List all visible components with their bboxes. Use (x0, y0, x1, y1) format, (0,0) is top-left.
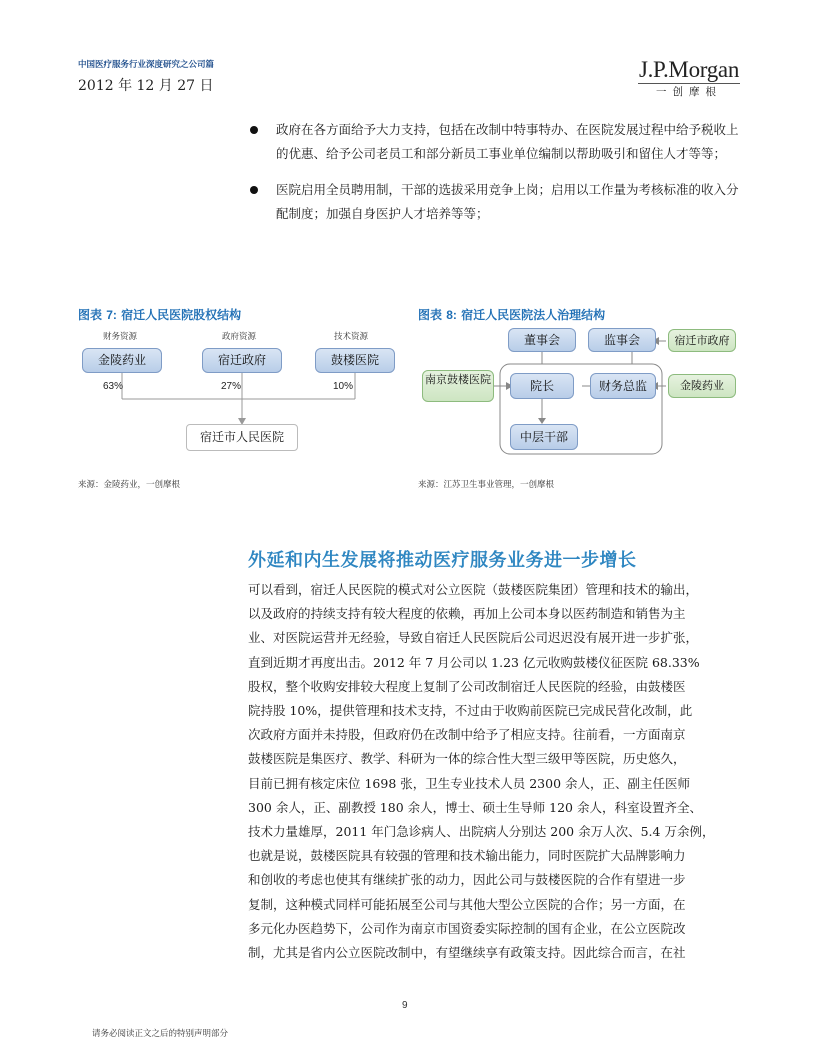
board-box: 董事会 (508, 328, 576, 352)
percent-jinling: 63% (103, 381, 124, 392)
target-box-suqian-hospital: 宿迁市人民医院 (186, 424, 298, 451)
jpmorgan-logo (638, 58, 740, 98)
figure7-title-text: 宿迁人民医院股权结构 (121, 308, 242, 322)
percent-gulou: 10% (333, 381, 354, 392)
body-line: 多元化办医趋势下，公司作为南京市国资委实际控制的国有企业，在公立医院改 (248, 920, 686, 936)
figure7-title-prefix: 图表 (78, 308, 103, 322)
owner-box-gulou: 鼓楼医院 (315, 348, 395, 373)
body-line: 和创收的考虑也使其有继续扩张的动力，因此公司与鼓楼医院的合作有望进一步 (248, 872, 686, 888)
body-line: 目前已拥有核定床位 1698 张，卫生专业技术人员 2300 余人，正、副主任医师 (248, 775, 691, 791)
jinling-box: 金陵药业 (668, 374, 736, 398)
logo-rule (638, 83, 740, 84)
body-line: 以及政府的持续支持有较大程度的依赖，再加上公司本身以医药制造和销售为主 (248, 606, 686, 622)
body-line: 股权，整个收购安排较大程度上复制了公司改制宿迁人民医院的经验，由鼓楼医 (248, 678, 686, 694)
owner-box-suqian-gov: 宿迁政府 (202, 348, 282, 373)
bullet-text: 医院启用全员聘用制，干部的选拔采用竞争上岗；启用以工作量为考核标准的收入分配制度；加强自身医护人才培养等等； (276, 182, 739, 221)
figure8-title (418, 306, 605, 323)
body-line: 制，尤其是省内公立医院改制中，有望继续享有政策支持。因此综合而言，在社 (248, 945, 686, 961)
body-line: 技术力量雄厚，2011 年门急诊病人、出院病人分别达 200 余万人次、5.4 万余例， (248, 824, 715, 840)
section-heading: 外延和内生发展将推动医疗服务业务进一步增长 (248, 550, 637, 571)
owner-box-jinling: 金陵药业 (82, 348, 162, 373)
bullet-item (248, 118, 748, 166)
figure7-diagram (78, 326, 408, 458)
disclaimer-note: 请务必阅读正文之后的特别声明部分 (92, 1029, 229, 1039)
bullet-item (248, 178, 748, 226)
figure8-title-prefix: 图表 (418, 308, 443, 322)
president-box: 院长 (510, 373, 574, 399)
body-line: 次政府方面并未持股，但政府仍在改制中给予了相应支持。往前看，一方面南京 (248, 727, 686, 743)
resource-label-technology: 技术资源 (334, 332, 369, 342)
logo-sub-text: 一创摩根 (656, 86, 722, 98)
body-line: 也就是说，鼓楼医院具有较强的管理和技术输出能力，同时医院扩大品牌影响力 (248, 848, 686, 864)
body-line: 复制，这种模式同样可能拓展至公司与其他大型公立医院的合作；另一方面，在 (248, 896, 686, 912)
figure8-title-num: 8: (446, 308, 457, 322)
bullet-dot-icon (250, 186, 258, 194)
report-series-title: 中国医疗服务行业深度研究之公司篇 (78, 60, 215, 70)
bullet-text: 政府在各方面给予大力支持，包括在改制中特事特办、在医院发展过程中给予税收上的优惠、给予公司老员工和部分新员工事业单位编制以帮助吸引和留住人才等等； (276, 122, 739, 161)
section-body (248, 578, 748, 965)
figure8-title-text: 宿迁人民医院法人治理结构 (461, 308, 606, 322)
logo-main-text: J.P.Morgan (638, 57, 740, 82)
page-number: 9 (402, 1000, 408, 1011)
bullet-list (248, 118, 748, 238)
resource-label-finance: 财务资源 (103, 332, 138, 342)
nanjing-gulou-box: 南京鼓楼医院 (422, 370, 494, 402)
supervisory-box: 监事会 (588, 328, 656, 352)
report-date: 2012 年 12 月 27 日 (78, 78, 214, 94)
figure7-source: 来源：金陵药业，一创摩根 (78, 480, 181, 490)
body-line: 业、对医院运营并无经验，导致自宿迁人民医院后公司迟迟没有展开进一步扩张， (248, 630, 699, 646)
bullet-dot-icon (250, 126, 258, 134)
figure8-source: 来源：江苏卫生事业管理，一创摩根 (418, 480, 555, 490)
finance-director-box: 财务总监 (590, 373, 656, 399)
body-line: 可以看到，宿迁人民医院的模式对公立医院（鼓楼医院集团）管理和技术的输出， (248, 582, 699, 597)
suqian-gov-box: 宿迁市政府 (668, 329, 736, 352)
body-line: 鼓楼医院是集医疗、教学、科研为一体的综合性大型三级甲等医院，历史悠久， (248, 751, 686, 767)
percent-suqian-gov: 27% (221, 381, 242, 392)
resource-label-government: 政府资源 (222, 332, 257, 342)
body-line: 院持股 10%，提供管理和技术支持，不过由于收购前医院已完成民营化改制，此 (248, 703, 693, 719)
figure7-title-num: 7: (106, 308, 117, 322)
figure8-diagram (418, 326, 748, 458)
body-line: 直到近期才再度出击。2012 年 7 月公司以 1.23 亿元收购鼓楼仪征医院 68.33% (248, 654, 700, 670)
figure7-title (78, 306, 241, 323)
middle-managers-box: 中层干部 (510, 424, 578, 450)
body-line: 300 余人，正、副教授 180 余人，博士、硕士生导师 120 余人，科室设置齐全、 (248, 799, 702, 815)
